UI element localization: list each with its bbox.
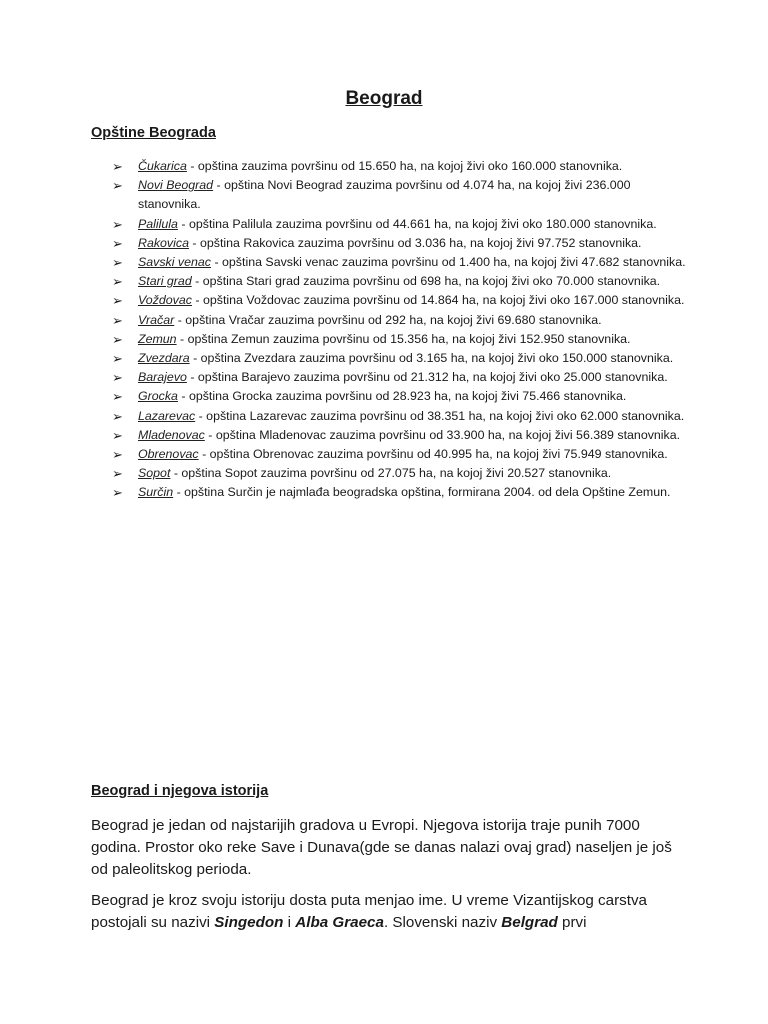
arrow-bullet-icon: ➢ — [112, 274, 123, 290]
history-paragraph-2 — [91, 890, 681, 934]
municipality-link[interactable]: Barajevo — [138, 370, 187, 385]
municipality-item — [112, 157, 692, 176]
municipality-item — [112, 368, 692, 387]
municipality-item — [112, 291, 692, 310]
municipality-item — [112, 483, 692, 502]
municipality-item — [112, 272, 692, 291]
paragraph-text: Beograd je kroz svoju istoriju dosta puta menjao ime. U vreme Vizantijskog carstva postojali su nazivi — [91, 892, 648, 931]
arrow-bullet-icon: ➢ — [112, 447, 123, 463]
municipality-description: - opština Lazarevac zauzima površinu od 38.351 ha, na kojoj živi oko 62.000 stanovnika. — [195, 408, 685, 423]
arrow-bullet-icon: ➢ — [112, 485, 123, 501]
municipality-item — [112, 464, 692, 483]
municipality-description: - opština Grocka zauzima površinu od 28.923 ha, na kojoj živi 75.466 stanovnika. — [177, 389, 627, 404]
historic-name-belgrad: Belgrad — [501, 914, 558, 931]
paragraph-text: . Slovenski naziv — [383, 914, 502, 931]
paragraph-text: prvi — [557, 914, 587, 931]
arrow-bullet-icon: ➢ — [112, 351, 123, 367]
historic-name-alba-graeca: Alba Graeca — [295, 914, 384, 931]
municipality-description: - opština zauzima površinu od 15.650 ha, na kojoj živi oko 160.000 stanovnika. — [186, 159, 623, 173]
municipality-item — [112, 426, 692, 445]
municipality-item — [112, 407, 692, 426]
municipality-list — [112, 157, 692, 503]
municipality-link[interactable]: Lazarevac — [138, 408, 196, 423]
arrow-bullet-icon: ➢ — [112, 178, 123, 194]
section-heading-municipalities: Opštine Beograda — [91, 125, 216, 141]
municipality-link[interactable]: Voždovac — [138, 293, 192, 308]
municipality-item — [112, 311, 692, 330]
municipality-description: - opština Zemun zauzima površinu od 15.356 ha, na kojoj živi 152.950 stanovnika. — [176, 331, 631, 346]
municipality-item — [112, 445, 692, 464]
paragraph-text: i — [283, 914, 296, 931]
municipality-link[interactable]: Vračar — [138, 312, 175, 327]
municipality-item — [112, 349, 692, 368]
municipality-item — [112, 330, 692, 349]
municipality-description: - opština Savski venac zauzima površinu od 1.400 ha, na kojoj živi 47.682 stanovnika. — [211, 255, 686, 270]
historic-name-singedon: Singedon — [214, 914, 284, 931]
municipality-description: - opština Vračar zauzima površinu od 292 ha, na kojoj živi 69.680 stanovnika. — [174, 312, 602, 327]
municipality-link[interactable]: Savski venac — [138, 255, 212, 270]
municipality-link[interactable]: Grocka — [138, 389, 178, 404]
municipality-description: - opština Stari grad zauzima površinu od 698 ha, na kojoj živi oko 70.000 stanovnika. — [191, 274, 661, 289]
municipality-link[interactable]: Čukarica — [138, 159, 187, 173]
municipality-item — [112, 215, 692, 234]
page-title: Beograd — [345, 88, 423, 109]
arrow-bullet-icon: ➢ — [112, 216, 123, 232]
municipality-description: - opština Mladenovac zauzima površinu od 33.900 ha, na kojoj živi 56.389 stanovnika. — [204, 427, 681, 442]
arrow-bullet-icon: ➢ — [112, 159, 123, 174]
section-heading-history: Beograd i njegova istorija — [91, 783, 269, 799]
arrow-bullet-icon: ➢ — [112, 370, 123, 386]
municipality-description: - opština Voždovac zauzima površinu od 14.864 ha, na kojoj živi oko 167.000 stanovnika. — [191, 293, 685, 308]
arrow-bullet-icon: ➢ — [112, 389, 123, 405]
municipality-description: - opština Barajevo zauzima površinu od 21.312 ha, na kojoj živi oko 25.000 stanovnika. — [186, 370, 668, 385]
municipality-link[interactable]: Novi Beograd — [138, 178, 214, 193]
municipality-item — [112, 234, 692, 253]
arrow-bullet-icon: ➢ — [112, 331, 123, 347]
history-paragraph-1: Beograd je jedan od najstarijih gradova u Evropi. Njegova istorija traje punih 7000 godina. Prostor oko reke Save i Dunava(gde se danas nalazi ovaj grad) naseljen je još od paleolitskog perioda. — [91, 817, 672, 878]
municipality-description: - opština Surčin je najmlađa beogradska opština, formirana 2004. od dela Opštine Zemun. — [173, 485, 671, 500]
municipality-description: - opština Rakovica zauzima površinu od 3.036 ha, na kojoj živi 97.752 stanovnika. — [188, 235, 642, 250]
municipality-link[interactable]: Surčin — [138, 485, 174, 500]
municipality-item — [112, 387, 692, 406]
arrow-bullet-icon: ➢ — [112, 255, 123, 271]
arrow-bullet-icon: ➢ — [112, 427, 123, 443]
arrow-bullet-icon: ➢ — [112, 293, 123, 309]
municipality-link[interactable]: Palilula — [138, 216, 178, 231]
municipality-item — [112, 253, 692, 272]
municipality-link[interactable]: Stari grad — [138, 274, 192, 289]
arrow-bullet-icon: ➢ — [112, 466, 123, 482]
municipality-link[interactable]: Rakovica — [138, 235, 189, 250]
arrow-bullet-icon: ➢ — [112, 312, 123, 328]
municipality-link[interactable]: Zemun — [138, 331, 177, 346]
municipality-description: - opština Palilula zauzima površinu od 44.661 ha, na kojoj živi oko 180.000 stanovnika. — [177, 216, 657, 231]
municipality-description: - opština Zvezdara zauzima površinu od 3.165 ha, na kojoj živi oko 150.000 stanovnika. — [189, 351, 674, 366]
municipality-description: - opština Obrenovac zauzima površinu od 40.995 ha, na kojoj živi 75.949 stanovnika. — [198, 447, 668, 462]
municipality-item — [112, 176, 692, 214]
municipality-link[interactable]: Mladenovac — [138, 427, 205, 442]
arrow-bullet-icon: ➢ — [112, 408, 123, 424]
arrow-bullet-icon: ➢ — [112, 235, 123, 251]
municipality-description: - opština Sopot zauzima površinu od 27.075 ha, na kojoj živi 20.527 stanovnika. — [170, 466, 612, 481]
municipality-description: - opština Novi Beograd zauzima površinu od 4.074 ha, na kojoj živi 236.000 stanovnika. — [138, 178, 631, 212]
municipality-link[interactable]: Sopot — [138, 466, 171, 481]
municipality-link[interactable]: Obrenovac — [138, 447, 199, 462]
municipality-link[interactable]: Zvezdara — [138, 351, 190, 366]
